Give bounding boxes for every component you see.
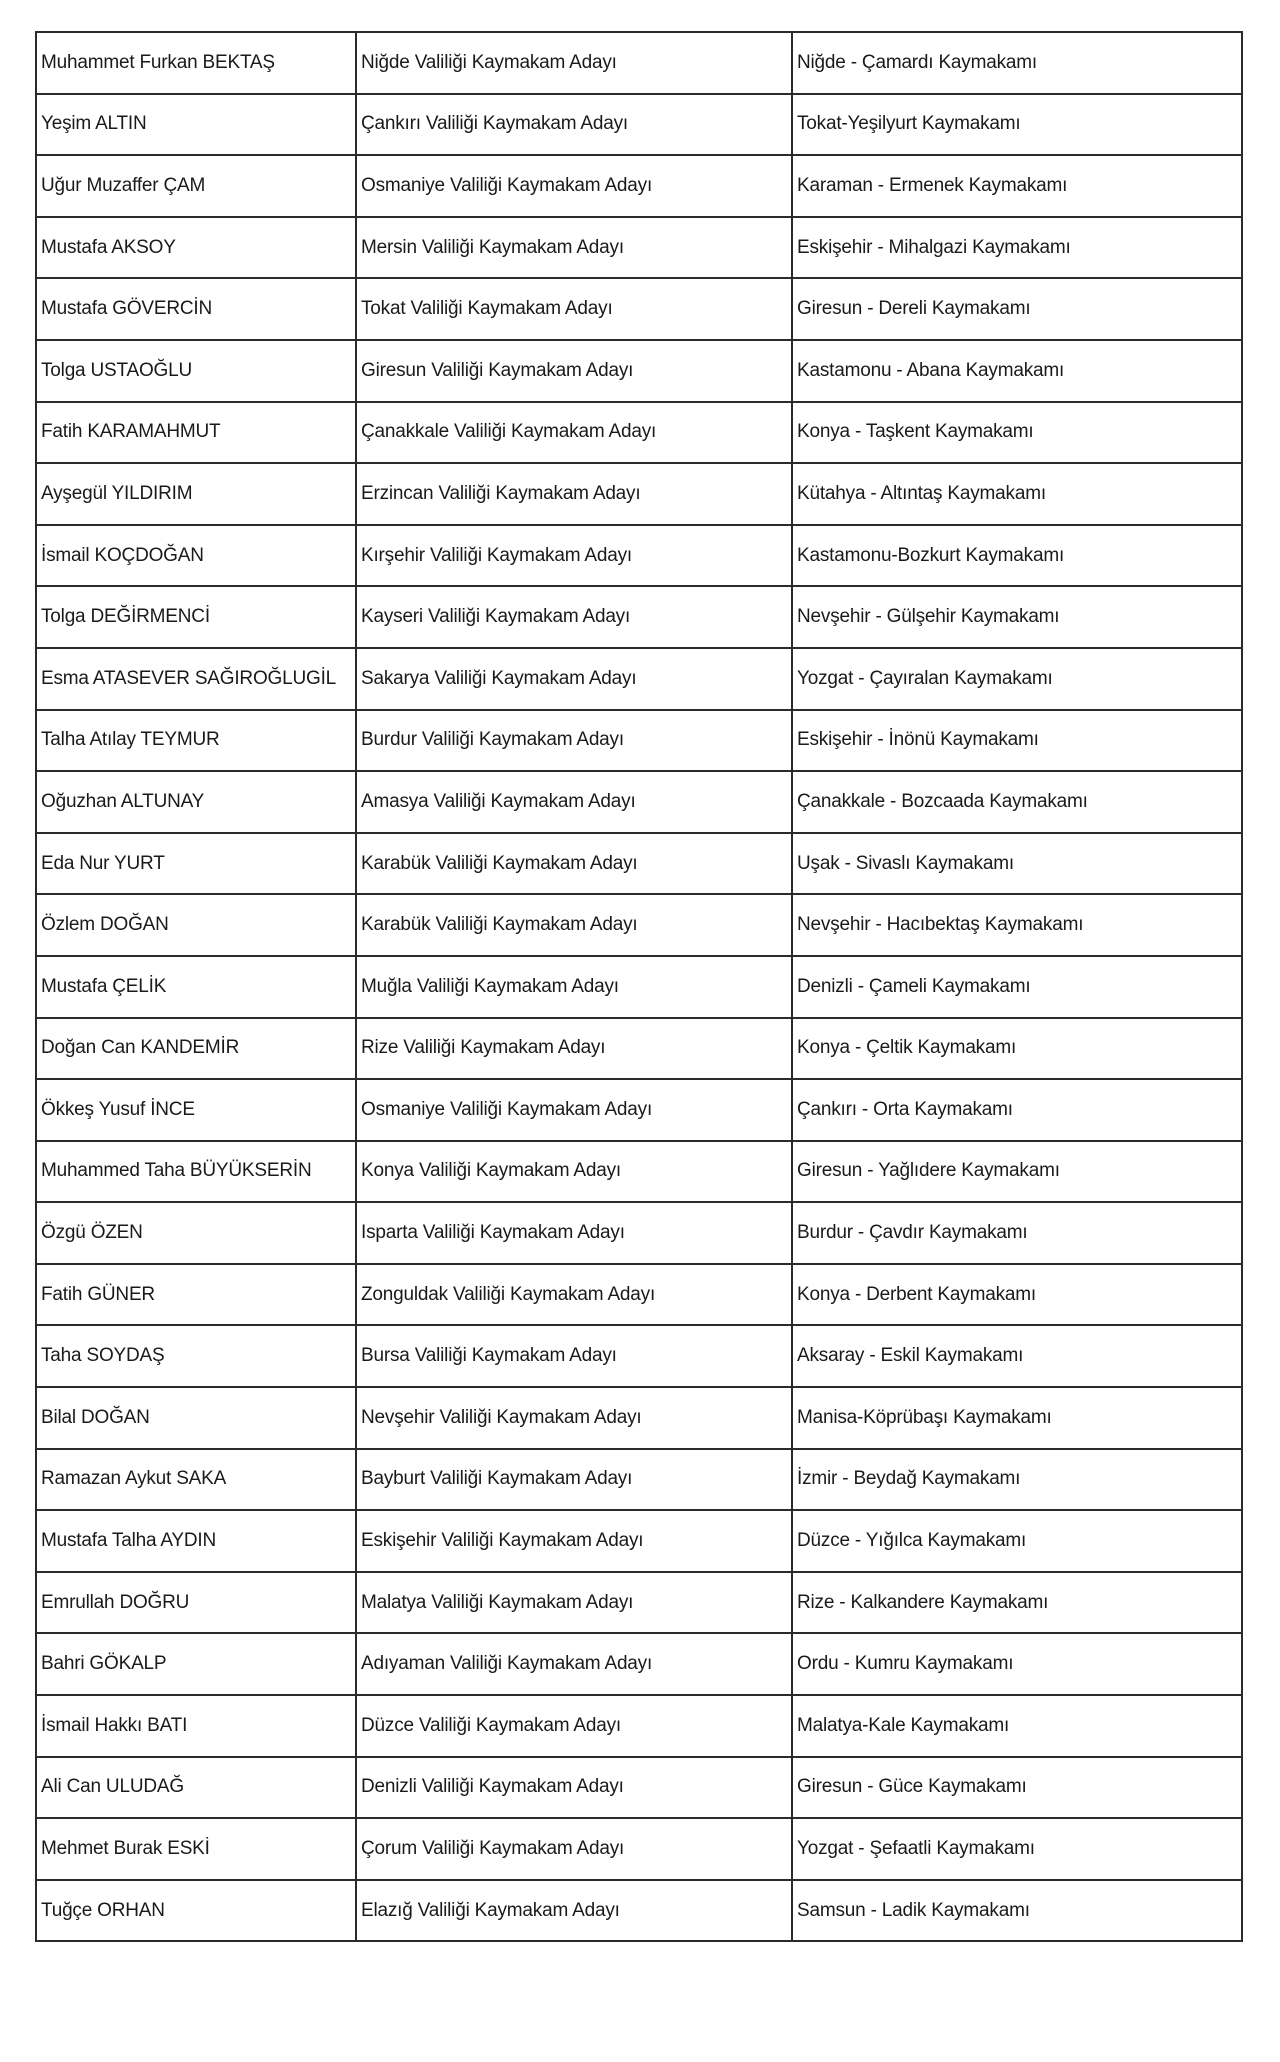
current-position-cell: Kırşehir Valiliği Kaymakam Adayı xyxy=(356,525,792,587)
table-row xyxy=(36,1141,1242,1203)
table-row xyxy=(36,94,1242,156)
new-assignment-cell: Niğde - Çamardı Kaymakamı xyxy=(792,32,1242,94)
table-row xyxy=(36,340,1242,402)
new-assignment-cell: Ordu - Kumru Kaymakamı xyxy=(792,1633,1242,1695)
current-position-cell: Burdur Valiliği Kaymakam Adayı xyxy=(356,710,792,772)
name-cell: Uğur Muzaffer ÇAM xyxy=(36,155,356,217)
table-row xyxy=(36,1079,1242,1141)
appointments-table xyxy=(35,31,1243,1942)
table-row xyxy=(36,833,1242,895)
name-cell: Mehmet Burak ESKİ xyxy=(36,1818,356,1880)
new-assignment-cell: Uşak - Sivaslı Kaymakamı xyxy=(792,833,1242,895)
name-cell: İsmail KOÇDOĞAN xyxy=(36,525,356,587)
current-position-cell: Düzce Valiliği Kaymakam Adayı xyxy=(356,1695,792,1757)
current-position-cell: Kayseri Valiliği Kaymakam Adayı xyxy=(356,586,792,648)
name-cell: Mustafa GÖVERCİN xyxy=(36,278,356,340)
table-row xyxy=(36,648,1242,710)
current-position-cell: Giresun Valiliği Kaymakam Adayı xyxy=(356,340,792,402)
name-cell: Ali Can ULUDAĞ xyxy=(36,1757,356,1819)
name-cell: Tuğçe ORHAN xyxy=(36,1880,356,1942)
name-cell: Özlem DOĞAN xyxy=(36,894,356,956)
name-cell: Tolga USTAOĞLU xyxy=(36,340,356,402)
new-assignment-cell: Eskişehir - İnönü Kaymakamı xyxy=(792,710,1242,772)
current-position-cell: Karabük Valiliği Kaymakam Adayı xyxy=(356,894,792,956)
new-assignment-cell: Kastamonu - Abana Kaymakamı xyxy=(792,340,1242,402)
new-assignment-cell: Konya - Taşkent Kaymakamı xyxy=(792,402,1242,464)
name-cell: Ramazan Aykut SAKA xyxy=(36,1449,356,1511)
current-position-cell: Osmaniye Valiliği Kaymakam Adayı xyxy=(356,155,792,217)
current-position-cell: Sakarya Valiliği Kaymakam Adayı xyxy=(356,648,792,710)
name-cell: Yeşim ALTIN xyxy=(36,94,356,156)
table-row xyxy=(36,525,1242,587)
current-position-cell: Konya Valiliği Kaymakam Adayı xyxy=(356,1141,792,1203)
name-cell: Mustafa ÇELİK xyxy=(36,956,356,1018)
name-cell: Emrullah DOĞRU xyxy=(36,1572,356,1634)
current-position-cell: Zonguldak Valiliği Kaymakam Adayı xyxy=(356,1264,792,1326)
current-position-cell: Adıyaman Valiliği Kaymakam Adayı xyxy=(356,1633,792,1695)
new-assignment-cell: Karaman - Ermenek Kaymakamı xyxy=(792,155,1242,217)
new-assignment-cell: Nevşehir - Hacıbektaş Kaymakamı xyxy=(792,894,1242,956)
table-row xyxy=(36,1633,1242,1695)
table-row xyxy=(36,1695,1242,1757)
name-cell: Ayşegül YILDIRIM xyxy=(36,463,356,525)
current-position-cell: Bayburt Valiliği Kaymakam Adayı xyxy=(356,1449,792,1511)
current-position-cell: Amasya Valiliği Kaymakam Adayı xyxy=(356,771,792,833)
new-assignment-cell: Tokat-Yeşilyurt Kaymakamı xyxy=(792,94,1242,156)
new-assignment-cell: Konya - Derbent Kaymakamı xyxy=(792,1264,1242,1326)
table-row xyxy=(36,32,1242,94)
name-cell: İsmail Hakkı BATI xyxy=(36,1695,356,1757)
new-assignment-cell: Malatya-Kale Kaymakamı xyxy=(792,1695,1242,1757)
table-row xyxy=(36,278,1242,340)
new-assignment-cell: Yozgat - Çayıralan Kaymakamı xyxy=(792,648,1242,710)
new-assignment-cell: Samsun - Ladik Kaymakamı xyxy=(792,1880,1242,1942)
name-cell: Doğan Can KANDEMİR xyxy=(36,1018,356,1080)
name-cell: Muhammed Taha BÜYÜKSERİN xyxy=(36,1141,356,1203)
current-position-cell: Tokat Valiliği Kaymakam Adayı xyxy=(356,278,792,340)
name-cell: Esma ATASEVER SAĞIROĞLUGİL xyxy=(36,648,356,710)
new-assignment-cell: Yozgat - Şefaatli Kaymakamı xyxy=(792,1818,1242,1880)
current-position-cell: Çorum Valiliği Kaymakam Adayı xyxy=(356,1818,792,1880)
name-cell: Özgü ÖZEN xyxy=(36,1202,356,1264)
name-cell: Tolga DEĞİRMENCİ xyxy=(36,586,356,648)
new-assignment-cell: Konya - Çeltik Kaymakamı xyxy=(792,1018,1242,1080)
current-position-cell: Malatya Valiliği Kaymakam Adayı xyxy=(356,1572,792,1634)
table-row xyxy=(36,894,1242,956)
new-assignment-cell: Giresun - Dereli Kaymakamı xyxy=(792,278,1242,340)
name-cell: Oğuzhan ALTUNAY xyxy=(36,771,356,833)
new-assignment-cell: Düzce - Yığılca Kaymakamı xyxy=(792,1510,1242,1572)
name-cell: Mustafa Talha AYDIN xyxy=(36,1510,356,1572)
name-cell: Mustafa AKSOY xyxy=(36,217,356,279)
name-cell: Bilal DOĞAN xyxy=(36,1387,356,1449)
table-row xyxy=(36,1880,1242,1942)
new-assignment-cell: Eskişehir - Mihalgazi Kaymakamı xyxy=(792,217,1242,279)
new-assignment-cell: Giresun - Güce Kaymakamı xyxy=(792,1757,1242,1819)
appointments-table-body xyxy=(36,32,1242,1941)
current-position-cell: Bursa Valiliği Kaymakam Adayı xyxy=(356,1325,792,1387)
table-row xyxy=(36,155,1242,217)
table-row xyxy=(36,956,1242,1018)
name-cell: Fatih GÜNER xyxy=(36,1264,356,1326)
current-position-cell: Mersin Valiliği Kaymakam Adayı xyxy=(356,217,792,279)
current-position-cell: Çankırı Valiliği Kaymakam Adayı xyxy=(356,94,792,156)
table-row xyxy=(36,1818,1242,1880)
new-assignment-cell: Nevşehir - Gülşehir Kaymakamı xyxy=(792,586,1242,648)
table-row xyxy=(36,463,1242,525)
new-assignment-cell: Aksaray - Eskil Kaymakamı xyxy=(792,1325,1242,1387)
table-row xyxy=(36,217,1242,279)
table-row xyxy=(36,1325,1242,1387)
table-row xyxy=(36,1264,1242,1326)
current-position-cell: Çanakkale Valiliği Kaymakam Adayı xyxy=(356,402,792,464)
new-assignment-cell: Manisa-Köprübaşı Kaymakamı xyxy=(792,1387,1242,1449)
current-position-cell: Erzincan Valiliği Kaymakam Adayı xyxy=(356,463,792,525)
table-row xyxy=(36,1018,1242,1080)
current-position-cell: Rize Valiliği Kaymakam Adayı xyxy=(356,1018,792,1080)
table-row xyxy=(36,1572,1242,1634)
table-row xyxy=(36,1757,1242,1819)
new-assignment-cell: Giresun - Yağlıdere Kaymakamı xyxy=(792,1141,1242,1203)
name-cell: Bahri GÖKALP xyxy=(36,1633,356,1695)
name-cell: Ökkeş Yusuf İNCE xyxy=(36,1079,356,1141)
name-cell: Talha Atılay TEYMUR xyxy=(36,710,356,772)
new-assignment-cell: Burdur - Çavdır Kaymakamı xyxy=(792,1202,1242,1264)
current-position-cell: Muğla Valiliği Kaymakam Adayı xyxy=(356,956,792,1018)
current-position-cell: Nevşehir Valiliği Kaymakam Adayı xyxy=(356,1387,792,1449)
current-position-cell: Elazığ Valiliği Kaymakam Adayı xyxy=(356,1880,792,1942)
table-row xyxy=(36,1387,1242,1449)
table-row xyxy=(36,402,1242,464)
new-assignment-cell: Kütahya - Altıntaş Kaymakamı xyxy=(792,463,1242,525)
current-position-cell: Isparta Valiliği Kaymakam Adayı xyxy=(356,1202,792,1264)
name-cell: Muhammet Furkan BEKTAŞ xyxy=(36,32,356,94)
name-cell: Taha SOYDAŞ xyxy=(36,1325,356,1387)
current-position-cell: Eskişehir Valiliği Kaymakam Adayı xyxy=(356,1510,792,1572)
name-cell: Fatih KARAMAHMUT xyxy=(36,402,356,464)
table-row xyxy=(36,586,1242,648)
table-row xyxy=(36,771,1242,833)
current-position-cell: Karabük Valiliği Kaymakam Adayı xyxy=(356,833,792,895)
new-assignment-cell: Kastamonu-Bozkurt Kaymakamı xyxy=(792,525,1242,587)
table-row xyxy=(36,1510,1242,1572)
new-assignment-cell: Çanakkale - Bozcaada Kaymakamı xyxy=(792,771,1242,833)
new-assignment-cell: İzmir - Beydağ Kaymakamı xyxy=(792,1449,1242,1511)
table-row xyxy=(36,710,1242,772)
new-assignment-cell: Rize - Kalkandere Kaymakamı xyxy=(792,1572,1242,1634)
name-cell: Eda Nur YURT xyxy=(36,833,356,895)
table-row xyxy=(36,1202,1242,1264)
current-position-cell: Denizli Valiliği Kaymakam Adayı xyxy=(356,1757,792,1819)
new-assignment-cell: Çankırı - Orta Kaymakamı xyxy=(792,1079,1242,1141)
table-row xyxy=(36,1449,1242,1511)
current-position-cell: Osmaniye Valiliği Kaymakam Adayı xyxy=(356,1079,792,1141)
new-assignment-cell: Denizli - Çameli Kaymakamı xyxy=(792,956,1242,1018)
current-position-cell: Niğde Valiliği Kaymakam Adayı xyxy=(356,32,792,94)
